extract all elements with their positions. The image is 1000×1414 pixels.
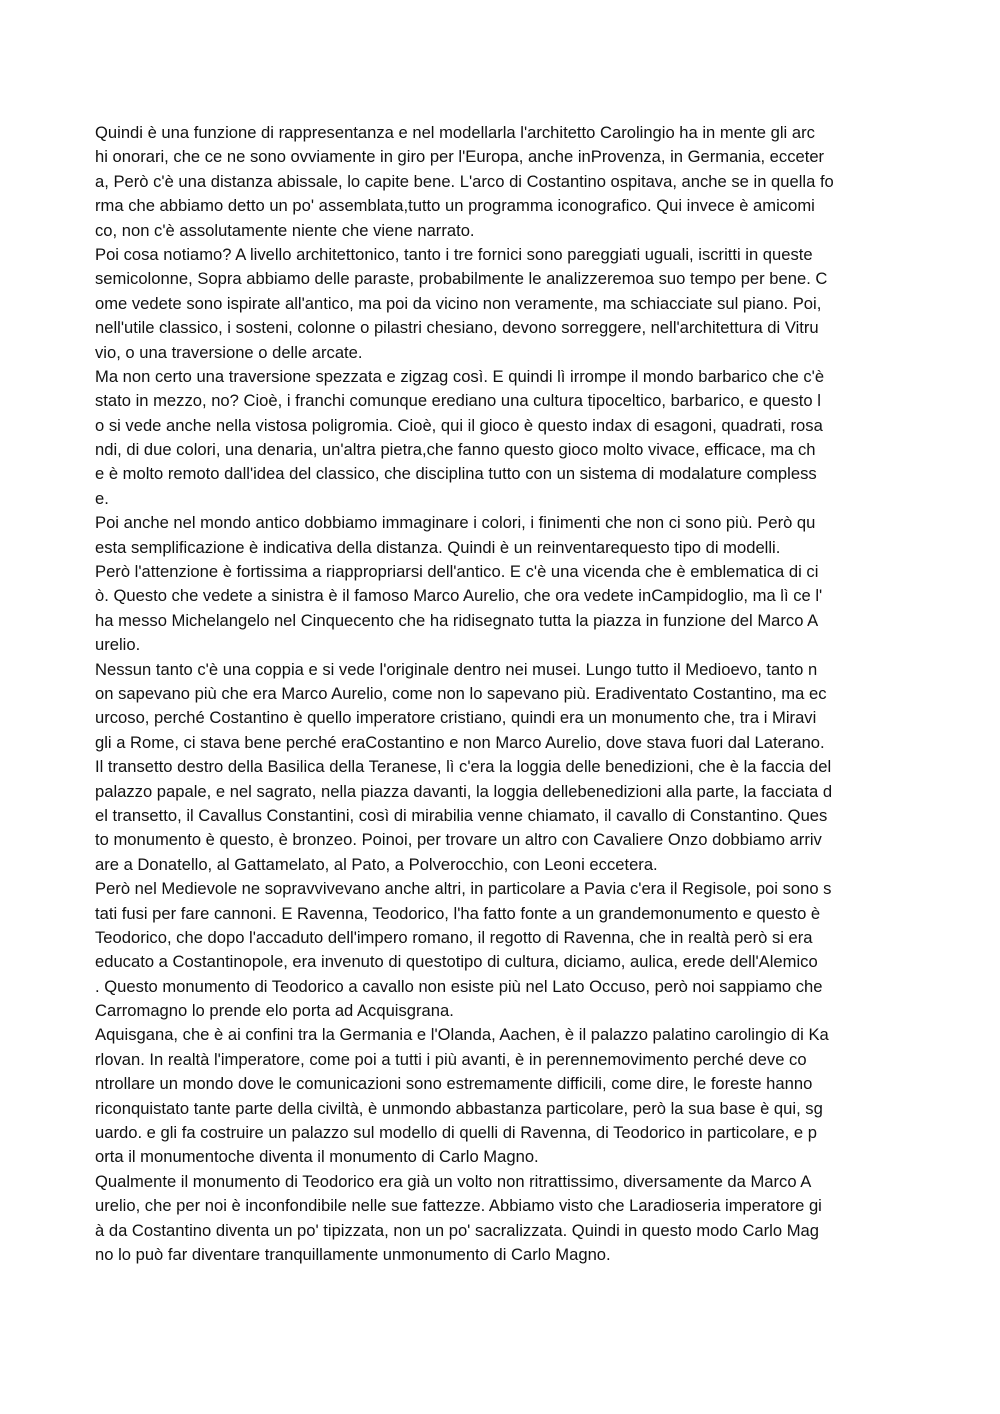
text-line: ò. Questo che vedete a sinistra è il famoso Marco Aurelio, che ora vedete inCampidoglio, ma lì ce l' <box>95 586 823 606</box>
text-line: . Questo monumento di Teodorico a cavallo non esiste più nel Lato Occuso, però noi sappiamo che <box>95 976 823 996</box>
text-line: tati fusi per fare cannoni. E Ravenna, Teodorico, l'ha fatto fonte a un grandemonumento e questo è <box>95 903 821 923</box>
text-line: Aquisgana, che è ai confini tra la Germania e l'Olanda, Aachen, è il palazzo palatino carolingio di Ka <box>95 1025 829 1045</box>
text-line: Carromagno lo prende elo porta ad Acquisgrana. <box>95 1001 454 1021</box>
text-line: uardo. e gli fa costruire un palazzo sul modello di quelli di Ravenna, di Teodorico in particolare, e p <box>95 1123 817 1143</box>
text-line: e. <box>95 488 109 508</box>
text-line: ha messo Michelangelo nel Cinquecento che ha ridisegnato tutta la piazza in funzione del Marco A <box>95 610 819 630</box>
text-line: Poi cosa notiamo? A livello architettonico, tanto i tre fornici sono pareggiati uguali, iscritti in queste <box>95 244 813 264</box>
text-line: riconquistato tante parte della civiltà, è unmondo abbastanza particolare, però la sua base è qui, sg <box>95 1098 823 1118</box>
text-line: Qualmente il monumento di Teodorico era già un volto non ritrattissimo, diversamente da Marco A <box>95 1171 812 1191</box>
text-line: on sapevano più che era Marco Aurelio, come non lo sapevano più. Eradiventato Costantino, ma ec <box>95 683 827 703</box>
text-line: e è molto remoto dall'idea del classico, che disciplina tutto con un sistema di modalature compless <box>95 464 817 484</box>
text-line: Ma non certo una traversione spezzata e zigzag così. E quindi lì irrompe il mondo barbarico che c'è <box>95 366 825 386</box>
text-line: Però nel Medievole ne sopravvivevano anche altri, in particolare a Pavia c'era il Regisole, poi sono s <box>95 879 832 899</box>
text-line: no lo può far diventare tranquillamente unmonumento di Carlo Magno. <box>95 1244 611 1264</box>
text-line: urcoso, perché Costantino è quello imperatore cristiano, quindi era un monumento che, tra i Miravi <box>95 708 817 728</box>
text-line: are a Donatello, al Gattamelato, al Pato, a Polverocchio, con Leoni eccetera. <box>95 854 658 874</box>
text-line: educato a Costantinopole, era invenuto di questotipo di cultura, diciamo, aulica, erede dell'Alemico <box>95 952 818 972</box>
text-line: gli a Rome, ci stava bene perché eraCostantino e non Marco Aurelio, dove stava fuori dal Laterano. <box>95 732 825 752</box>
text-line: palazzo papale, e nel sagrato, nella piazza davanti, la loggia dellebenedizioni alla parte, la facciata d <box>95 781 833 801</box>
text-line: esta semplificazione è indicativa della distanza. Quindi è un reinventarequesto tipo di modelli. <box>95 537 781 557</box>
text-line: urelio. <box>95 635 141 655</box>
text-line: nell'utile classico, i sosteni, colonne o pilastri chesiano, devono sorreggere, nell'architettura di Vitru <box>95 318 819 338</box>
text-line: Teodorico, che dopo l'accaduto dell'impero romano, il regotto di Ravenna, che in realtà però si era <box>95 927 813 947</box>
text-line: Poi anche nel mondo antico dobbiamo immaginare i colori, i finimenti che non ci sono più. Però qu <box>95 513 816 533</box>
text-line: ntrollare un mondo dove le comunicazioni sono estremamente difficili, come dire, le foreste hanno <box>95 1074 813 1094</box>
text-line: el transetto, il Cavallus Constantini, così di mirabilia venne chiamato, il cavallo di Constantino. Ques <box>95 805 828 825</box>
text-line: to monumento è questo, è bronzeo. Poinoi, per trovare un altro con Cavaliere Onzo dobbiamo arriv <box>95 830 822 850</box>
text-line: Però l'attenzione è fortissima a riappropriarsi dell'antico. E c'è una vicenda che è emblematica di ci <box>95 562 819 582</box>
text-line: ndi, di due colori, una denaria, un'altra pietra,che fanno questo gioco molto vivace, efficace, ma ch <box>95 440 816 460</box>
text-line: orta il monumentoche diventa il monumento di Carlo Magno. <box>95 1147 539 1167</box>
text-line: rma che abbiamo detto un po' assemblata,tutto un programma iconografico. Qui invece è amicomi <box>95 196 815 216</box>
text-line: Quindi è una funzione di rappresentanza e nel modellarla l'architetto Carolingio ha in mente gli arc <box>95 123 815 142</box>
text-line: hi onorari, che ce ne sono ovviamente in giro per l'Europa, anche inProvenza, in Germania, ecceter <box>95 147 825 167</box>
text-line: Il transetto destro della Basilica della Teranese, lì c'era la loggia delle benedizioni, che è la faccia del <box>95 757 832 777</box>
text-line: o si vede anche nella vistosa poligromia. Cioè, qui il gioco è questo indax di esagoni, quadrati, rosa <box>95 415 823 435</box>
text-line: vio, o una traversione o delle arcate. <box>95 342 363 362</box>
text-line: stato in mezzo, no? Cioè, i franchi comunque erediano una cultura tipoceltico, barbarico, e questo l <box>95 391 821 411</box>
text-line: Nessun tanto c'è una coppia e si vede l'originale dentro nei musei. Lungo tutto il Medioevo, tanto n <box>95 659 818 679</box>
document-body <box>95 121 915 1267</box>
text-line: a, Però c'è una distanza abissale, lo capite bene. L'arco di Costantino ospitava, anche se in quella fo <box>95 171 834 191</box>
text-line: co, non c'è assolutamente niente che viene narrato. <box>95 220 475 240</box>
text-line: semicolonne, Sopra abbiamo delle paraste, probabilmente le analizzeremoa suo tempo per bene. C <box>95 269 828 289</box>
text-line: urelio, che per noi è inconfondibile nelle sue fattezze. Abbiamo visto che Laradioseria imperatore gi <box>95 1196 822 1216</box>
text-line: à da Costantino diventa un po' tipizzata, non un po' sacralizzata. Quindi in questo modo Carlo Mag <box>95 1220 819 1240</box>
text-line: ome vedete sono ispirate all'antico, ma poi da vicino non veramente, ma schiacciate sul piano. Poi, <box>95 293 822 313</box>
text-line: rlovan. In realtà l'imperatore, come poi a tutti i più avanti, è in perennemovimento perché deve co <box>95 1049 807 1069</box>
